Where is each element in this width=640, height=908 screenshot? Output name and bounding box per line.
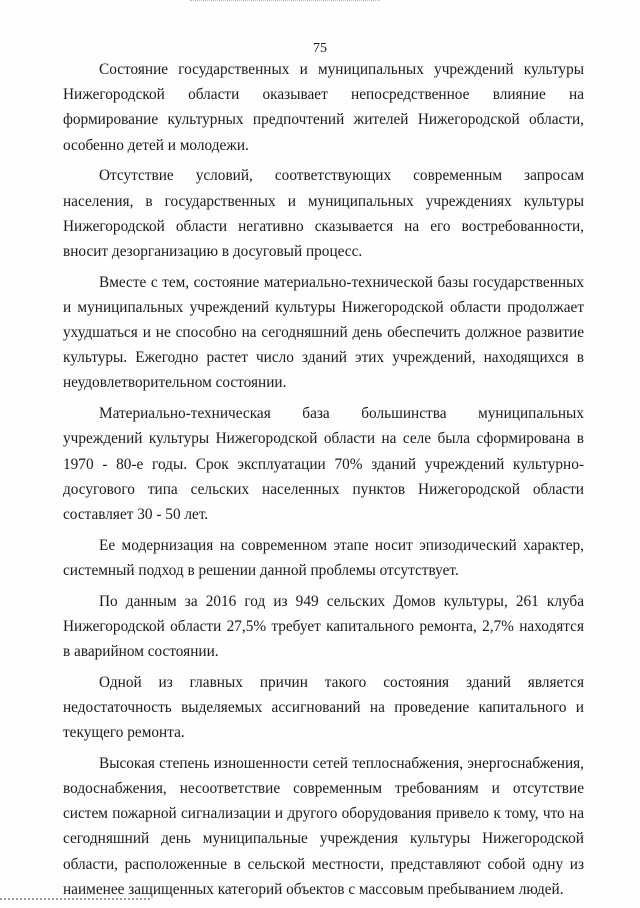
document-body	[63, 57, 584, 908]
paragraph-8: Высокая степень изношенности сетей теплоснабжения, энергоснабжения, водоснабжения, несоответствие современным требованиям и отсутствие систем пожарной сигнализации и другого оборудования привело к тому, что на сегодняшний день муниципальные учреждения культуры Нижегородской области, расположенные в сельской местности, представляют собой одну из наименее защищенных категорий объектов с массовым пребыванием людей.	[63, 754, 584, 898]
paragraph-5: Ее модернизация на современном этапе носит эпизодический характер, системный подход в решении данной проблемы отсутствует.	[63, 536, 584, 579]
paragraph-1: Состояние государственных и муниципальных учреждений культуры Нижегородской области оказывает непосредственное влияние на формирование культурных предпочтений жителей Нижегородской области, особенно детей и молодежи.	[63, 61, 584, 154]
scan-artifact-bottom	[0, 898, 150, 904]
scan-artifact-top	[190, 0, 380, 4]
paragraph-6: По данным за 2016 год из 949 сельских Домов культуры, 261 клуба Нижегородской области 27,5% требует капитального ремонта, 2,7% находятся в аварийном состоянии.	[63, 592, 584, 660]
page-number: 75	[313, 41, 327, 56]
paragraph-7: Одной из главных причин такого состояния зданий является недостаточность выделяемых ассигнований на проведение капитального и текущего ремонта.	[63, 673, 584, 742]
paragraph-4: Материально-техническая база большинства муниципальных учреждений культуры Нижегородской области на селе была сформирована в 1970 - 80-е годы. Срок эксплуатации 70% зданий учреждений культурно-досугового типа сельских населенных пунктов Нижегородской области составляет 30 - 50 лет.	[63, 405, 584, 523]
paragraph-3: Вместе с тем, состояние материально-технической базы государственных и муниципальных учреждений культуры Нижегородской области продолжает ухудшаться и не способно на сегодняшний день обеспечить должное развитие культуры. Ежегодно растет число зданий этих учреждений, находящихся в неудовлетворительном состоянии.	[63, 273, 584, 392]
paragraph-2: Отсутствие условий, соответствующих современным запросам населения, в государственных и муниципальных учреждениях культуры Нижегородской области негативно сказывается на его востребованности, вносит дезорганизацию в досуговый процесс.	[63, 167, 584, 260]
